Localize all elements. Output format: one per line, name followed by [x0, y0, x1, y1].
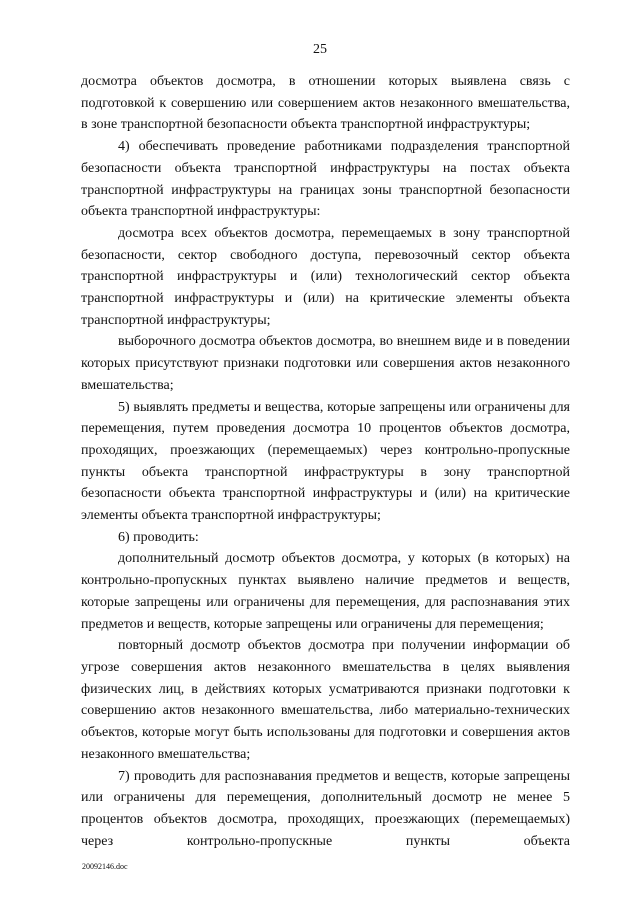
paragraph-item-6-repeat-inspection: повторный досмотр объектов досмотра при получении информации об угрозе совершения актов незаконного вмешательства в целях выявления физических лиц, в действиях которых усматриваются признаки подготовки к совершению актов незаконного вмешательства, либо материально-технических объектов, которые могут быть использованы для подготовки и совершения актов незаконного вмешательства; — [81, 638, 570, 762]
footer-file-name: 20092146.doc — [82, 862, 128, 871]
paragraph-item-4-selective-inspection: выборочного досмотра объектов досмотра, во внешнем виде и в поведении которых присутствуют признаки подготовки или совершения актов незаконного вмешательства; — [81, 334, 570, 393]
paragraph-item-6: 6) проводить: — [118, 529, 199, 545]
paragraph-item-7: 7) проводить для распознавания предметов и веществ, которые запрещены или ограничены для перемещения, дополнительный досмотр не менее 5 процентов объектов досмотра, проходящих, проезжающих (перемещаемых) через контрольно-пропускные пункты объекта — [81, 768, 570, 849]
paragraph-item-5: 5) выявлять предметы и вещества, которые запрещены или ограничены для перемещения, путем проведения досмотра 10 процентов объектов досмотра, проходящих, проезжающих (перемещаемых) через контрольно-пропускные пункты объекта транспортной инфраструктуры в зону транспортной безопасности объекта транспортной инфраструктуры и (или) на критические элементы объекта транспортной инфраструктуры; — [81, 399, 570, 524]
paragraph-item-6-additional-inspection: дополнительный досмотр объектов досмотра, у которых (в которых) на контрольно-пропускных пунктах выявлено наличие предметов и веществ, которые запрещены или ограничены для перемещения, для распознавания этих предметов и веществ, которые запрещены или ограничены для перемещения; — [81, 551, 570, 632]
page-number: 25 — [313, 42, 327, 57]
paragraph-item-4-inspection-all: досмотра всех объектов досмотра, перемещаемых в зону транспортной безопасности, сектор свободного доступа, перевозочный сектор объекта транспортной инфраструктуры и (или) технологический сектор объекта транспортной инфраструктуры и (или) на критические элементы объекта транспортной инфраструктуры; — [81, 225, 570, 328]
paragraph-item-4: 4) обеспечивать проведение работниками подразделения транспортной безопасности объекта транспортной инфраструктуры на постах объекта транспортной инфраструктуры на границах зоны транспортной безопасности объекта транспортной инфраструктуры: — [81, 139, 570, 220]
document-body — [81, 71, 570, 852]
paragraph-continuation: досмотра объектов досмотра, в отношении которых выявлена связь с подготовкой к совершению или совершением актов незаконного вмешательства, в зоне транспортной безопасности объекта транспортной инфраструктуры; — [81, 74, 570, 133]
